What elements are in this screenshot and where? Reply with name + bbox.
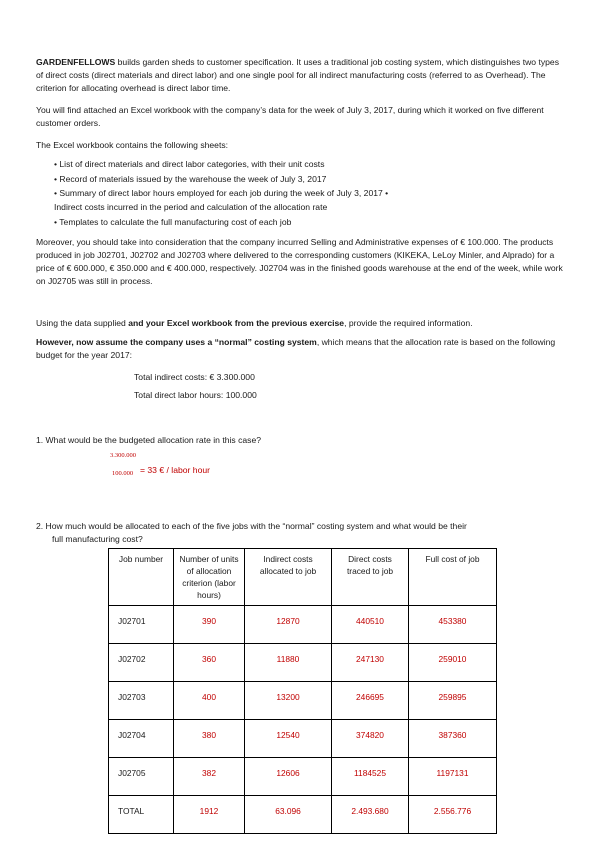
col-header: Direct costs traced to job [332,549,409,606]
cell-indirect: 63.096 [245,796,332,834]
company-name: GARDENFELLOWS [36,57,116,67]
cell-hours: 1912 [174,796,245,834]
sheet-item: • Summary of direct labor hours employed for each job during the week of July 3, 2017 • [54,188,389,198]
cell-direct: 246695 [332,682,409,720]
col-header: Job number [109,549,174,606]
moreover-paragraph: Moreover, you should take into consideration that the company incurred Selling and Administrative expenses of € 100.000. The products produced in job J02701, J02702 and J02703 where delivered to the corresponding customers (KIKEKA, LeLoy Minler, and Alprado) for a price of € 600.000, € 350.000 and € 400.000, respectively. J02704 was in the finished goods warehouse at the end of the week, while work on J02705 was still in process. [36,237,563,286]
attached-paragraph: You will find attached an Excel workbook with the company’s data for the week of July 3, 2017, during which it worked on five different customer orders. [36,105,544,128]
table-total-row [109,796,497,834]
intro-text: builds garden sheds to customer specification. It uses a traditional job costing system, which distinguishes two types of direct costs (direct materials and direct labor) and one single pool for all indirect manufacturing costs (referred to as Overhead). The criterion for allocating overhead is direct labor time. [36,57,560,93]
intro-paragraph [36,56,564,95]
cell-job: J02703 [109,682,174,720]
sheet-item: Indirect costs incurred in the period and calculation of the allocation rate [54,202,328,212]
cell-job: TOTAL [109,796,174,834]
table-row [109,606,497,644]
cell-direct: 440510 [332,606,409,644]
col-header: Indirect costs allocated to job [245,549,332,606]
rate-denominator: 100.000 [112,470,134,477]
using-paragraph: Using the data supplied and your Excel workbook from the previous exercise, provide the required information. [36,318,473,328]
cell-hours: 390 [174,606,245,644]
however-paragraph: However, now assume the company uses a “normal” costing system, which means that the allocation rate is based on the following budget for the year 2017: [36,337,556,360]
cell-full: 259895 [409,682,497,720]
table-header-row [109,549,497,606]
question-1: 1. What would be the budgeted allocation rate in this case? [36,435,262,445]
cell-hours: 400 [174,682,245,720]
cell-full: 259010 [409,644,497,682]
cell-indirect: 11880 [245,644,332,682]
cell-job: J02705 [109,758,174,796]
cell-hours: 360 [174,644,245,682]
table-row [109,644,497,682]
sheets-intro: The Excel workbook contains the following sheets: [36,140,229,150]
cell-hours: 380 [174,720,245,758]
rate-numerator: 3.300.000 [110,452,136,459]
budget-indirect: Total indirect costs: € 3.300.000 [134,372,255,382]
cell-direct: 374820 [332,720,409,758]
cell-full: 453380 [409,606,497,644]
sheet-item: • Templates to calculate the full manufacturing cost of each job [54,217,292,227]
cell-direct: 247130 [332,644,409,682]
cell-indirect: 12606 [245,758,332,796]
rate-answer: = 33 € / labor hour [140,465,210,475]
cell-full: 387360 [409,720,497,758]
question-2-line1: 2. How much would be allocated to each of the five jobs with the “normal” costing system and what would be their [36,521,467,531]
cell-indirect: 13200 [245,682,332,720]
sheet-item: • Record of materials issued by the warehouse the week of July 3, 2017 [54,174,327,184]
cell-job: J02701 [109,606,174,644]
budget-direct: Total direct labor hours: 100.000 [134,390,257,400]
table-row [109,682,497,720]
cell-direct: 1184525 [332,758,409,796]
cost-table [108,548,497,834]
cell-job: J02702 [109,644,174,682]
cell-direct: 2.493.680 [332,796,409,834]
cell-indirect: 12540 [245,720,332,758]
cell-full: 2.556.776 [409,796,497,834]
cell-indirect: 12870 [245,606,332,644]
col-header: Number of units of allocation criterion (labor hours) [174,549,245,606]
question-2-line2: full manufacturing cost? [52,534,143,544]
table-row [109,758,497,796]
cell-hours: 382 [174,758,245,796]
sheet-item: • List of direct materials and direct labor categories, with their unit costs [54,159,325,169]
cell-job: J02704 [109,720,174,758]
cell-full: 1197131 [409,758,497,796]
col-header: Full cost of job [409,549,497,606]
table-row [109,720,497,758]
